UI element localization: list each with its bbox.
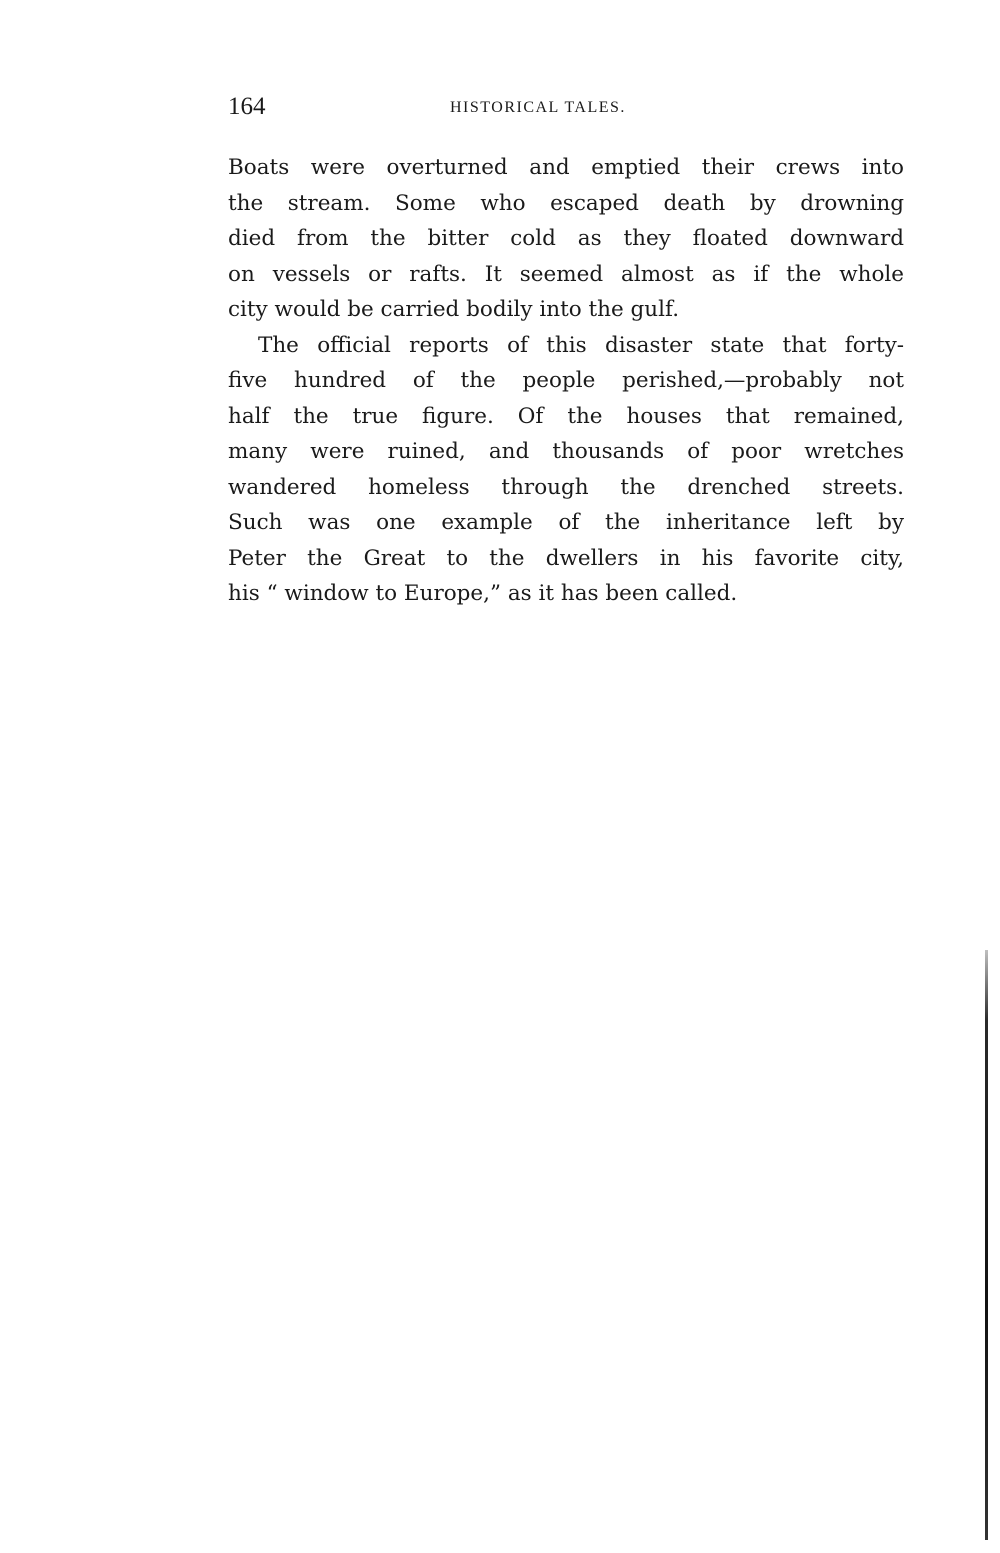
text-line: Boats were overturned and emptied their crews into	[228, 155, 904, 180]
page-number: 164	[228, 93, 266, 120]
text-line: Peter the Great to the dwellers in his favorite city,	[228, 545, 904, 571]
text-line: his “ window to Europe,” as it has been called.	[228, 581, 738, 606]
text-line: on vessels or rafts. It seemed almost as if the whole	[228, 261, 904, 287]
text-line: died from the bitter cold as they floated downward	[228, 226, 904, 251]
text-line: the stream. Some who escaped death by drowning	[228, 190, 904, 216]
paragraph-1	[228, 150, 904, 328]
text-line: many were ruined, and thousands of poor wretches	[228, 439, 904, 464]
paragraph-2	[228, 328, 904, 612]
text-line: city would be carried bodily into the gulf.	[228, 297, 680, 322]
body-text	[228, 150, 904, 612]
text-line: wandered homeless through the drenched streets.	[228, 474, 904, 500]
text-line: half the true figure. Of the houses that remained,	[228, 403, 904, 429]
scan-edge-shadow	[985, 950, 988, 1540]
running-head: HISTORICAL TALES.	[450, 99, 626, 116]
text-line: The official reports of this disaster state that forty-	[258, 332, 904, 358]
text-line: five hundred of the people perished,—probably not	[228, 368, 904, 393]
text-line: Such was one example of the inheritance left by	[228, 510, 904, 535]
